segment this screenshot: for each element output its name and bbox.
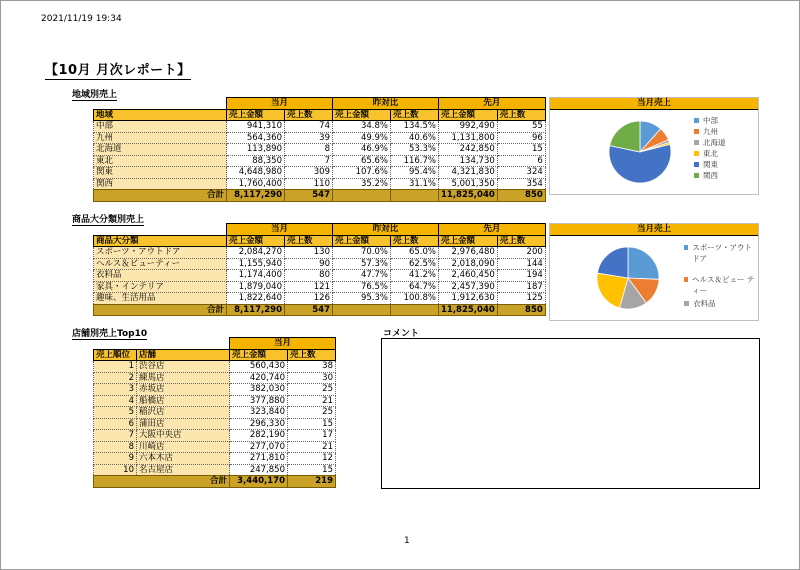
legend-swatch bbox=[694, 140, 699, 145]
table-cell: 116.7% bbox=[391, 155, 439, 167]
total-cell: 547 bbox=[285, 304, 333, 316]
blank-cell bbox=[94, 98, 227, 110]
table-row bbox=[94, 395, 336, 407]
table-cell: 21 bbox=[288, 441, 336, 453]
table-cell: 1,822,640 bbox=[227, 293, 285, 305]
total-row bbox=[94, 304, 546, 316]
table-cell: 8 bbox=[285, 144, 333, 156]
store-name: 練馬店 bbox=[137, 372, 230, 384]
table-cell: 144 bbox=[497, 258, 545, 270]
legend-item bbox=[694, 170, 726, 181]
table-cell: 38 bbox=[288, 361, 336, 373]
table-cell: 296,330 bbox=[230, 418, 288, 430]
legend-swatch bbox=[684, 301, 689, 306]
table-cell: 194 bbox=[497, 270, 545, 282]
table-cell: 95.3% bbox=[333, 293, 391, 305]
table-cell: 65.6% bbox=[333, 155, 391, 167]
table-cell: 62.5% bbox=[391, 258, 439, 270]
legend-swatch bbox=[694, 151, 699, 156]
rank-cell: 3 bbox=[94, 384, 137, 396]
table-cell: 382,030 bbox=[230, 384, 288, 396]
column-header: 売上数 bbox=[497, 235, 545, 247]
rank-cell: 7 bbox=[94, 430, 137, 442]
legend-label: 東北 bbox=[703, 149, 718, 158]
column-header: 売上数 bbox=[288, 349, 336, 361]
legend-label: 中部 bbox=[703, 116, 718, 125]
total-cell bbox=[333, 304, 391, 316]
table-row bbox=[94, 281, 546, 293]
blank-cell bbox=[94, 338, 230, 350]
legend-swatch bbox=[694, 162, 699, 167]
category-pie-chart bbox=[549, 223, 759, 321]
table-cell: 121 bbox=[285, 281, 333, 293]
table-cell: 5,001,350 bbox=[439, 178, 498, 190]
table-cell: 134,730 bbox=[439, 155, 498, 167]
table-row bbox=[94, 293, 546, 305]
total-cell: 11,825,040 bbox=[439, 190, 498, 202]
stores-sales-table bbox=[93, 337, 336, 488]
store-name: 赤坂店 bbox=[137, 384, 230, 396]
column-header-row bbox=[94, 235, 546, 247]
column-header: 売上金額 bbox=[439, 109, 498, 121]
table-cell: 271,810 bbox=[230, 453, 288, 465]
column-header: 商品大分類 bbox=[94, 235, 227, 247]
table-cell: 64.7% bbox=[391, 281, 439, 293]
table-row bbox=[94, 361, 336, 373]
table-row bbox=[94, 270, 546, 282]
store-name: 六本木店 bbox=[137, 453, 230, 465]
page-number: 1 bbox=[404, 536, 410, 546]
comment-label: コメント bbox=[383, 329, 420, 339]
table-cell: 2,460,450 bbox=[439, 270, 498, 282]
column-header-row bbox=[94, 109, 546, 121]
table-cell: 1,760,400 bbox=[227, 178, 285, 190]
row-label: 衣料品 bbox=[94, 270, 227, 282]
table-cell: 200 bbox=[497, 247, 545, 259]
table-cell: 4,648,980 bbox=[227, 167, 285, 179]
rank-cell: 8 bbox=[94, 441, 137, 453]
total-label: 合計 bbox=[94, 476, 230, 488]
rank-cell: 2 bbox=[94, 372, 137, 384]
table-cell: 15 bbox=[288, 418, 336, 430]
column-header: 売上数 bbox=[391, 235, 439, 247]
report-title: 【10月 月次レポート】 bbox=[45, 59, 191, 80]
legend-item bbox=[684, 298, 756, 309]
column-header: 地域 bbox=[94, 109, 227, 121]
column-header: 売上数 bbox=[285, 235, 333, 247]
legend-item bbox=[684, 242, 756, 264]
legend-item bbox=[694, 126, 726, 137]
legend-swatch bbox=[684, 277, 688, 282]
table-cell: 40.6% bbox=[391, 132, 439, 144]
table-cell: 2,976,480 bbox=[439, 247, 498, 259]
column-header: 売上金額 bbox=[227, 235, 285, 247]
table-row bbox=[94, 430, 336, 442]
table-row bbox=[94, 418, 336, 430]
table-cell: 88,350 bbox=[227, 155, 285, 167]
column-header: 店舗 bbox=[137, 349, 230, 361]
region-pie-chart bbox=[549, 97, 759, 195]
category-section-title: 商品大分類別売上 bbox=[72, 212, 144, 226]
table-cell: 21 bbox=[288, 395, 336, 407]
table-row bbox=[94, 453, 336, 465]
table-cell: 53.3% bbox=[391, 144, 439, 156]
table-cell: 7 bbox=[285, 155, 333, 167]
table-cell: 560,430 bbox=[230, 361, 288, 373]
legend-swatch bbox=[684, 245, 688, 250]
legend-item bbox=[694, 115, 726, 126]
table-cell: 377,880 bbox=[230, 395, 288, 407]
group-header-row bbox=[94, 224, 546, 236]
group-header: 当月 bbox=[227, 224, 333, 236]
table-cell: 17 bbox=[288, 430, 336, 442]
table-cell: 309 bbox=[285, 167, 333, 179]
table-cell: 49.9% bbox=[333, 132, 391, 144]
row-label: 九州 bbox=[94, 132, 227, 144]
legend-swatch bbox=[694, 118, 699, 123]
group-header: 当月 bbox=[227, 98, 333, 110]
table-row bbox=[94, 464, 336, 476]
table-cell: 47.7% bbox=[333, 270, 391, 282]
table-cell: 420,740 bbox=[230, 372, 288, 384]
chart-title: 当月売上 bbox=[550, 224, 758, 236]
table-row bbox=[94, 132, 546, 144]
total-cell: 850 bbox=[497, 304, 545, 316]
table-cell: 354 bbox=[497, 178, 545, 190]
row-label: 北海道 bbox=[94, 144, 227, 156]
table-cell: 100.8% bbox=[391, 293, 439, 305]
total-row bbox=[94, 476, 336, 488]
column-header: 売上数 bbox=[391, 109, 439, 121]
table-cell: 277,070 bbox=[230, 441, 288, 453]
table-cell: 134.5% bbox=[391, 121, 439, 133]
total-label: 合計 bbox=[94, 190, 227, 202]
row-label: ヘルス＆ビューティー bbox=[94, 258, 227, 270]
group-header: 当月 bbox=[230, 338, 336, 350]
legend-label: 九州 bbox=[703, 127, 718, 136]
table-row bbox=[94, 178, 546, 190]
table-cell: 96 bbox=[497, 132, 545, 144]
table-cell: 110 bbox=[285, 178, 333, 190]
table-cell: 941,310 bbox=[227, 121, 285, 133]
row-label: 家具・インテリア bbox=[94, 281, 227, 293]
store-name: 大阪中央店 bbox=[137, 430, 230, 442]
table-cell: 130 bbox=[285, 247, 333, 259]
legend-label: 関西 bbox=[703, 171, 718, 180]
table-cell: 35.2% bbox=[333, 178, 391, 190]
table-cell: 57.3% bbox=[333, 258, 391, 270]
column-header: 売上金額 bbox=[230, 349, 288, 361]
table-cell: 107.6% bbox=[333, 167, 391, 179]
table-cell: 95.4% bbox=[391, 167, 439, 179]
rank-cell: 6 bbox=[94, 418, 137, 430]
total-cell: 8,117,290 bbox=[227, 304, 285, 316]
rank-cell: 5 bbox=[94, 407, 137, 419]
table-cell: 15 bbox=[288, 464, 336, 476]
table-row bbox=[94, 372, 336, 384]
column-header: 売上金額 bbox=[439, 235, 498, 247]
legend-label: ヘルス＆ビュー ティー bbox=[692, 275, 755, 295]
column-header: 売上金額 bbox=[333, 109, 391, 121]
total-label: 合計 bbox=[94, 304, 227, 316]
pie-slice-4 bbox=[597, 247, 628, 278]
region-pie-svg bbox=[550, 110, 690, 194]
total-cell: 11,825,040 bbox=[439, 304, 498, 316]
table-cell: 564,360 bbox=[227, 132, 285, 144]
legend-label: 関東 bbox=[703, 160, 718, 169]
column-header: 売上金額 bbox=[227, 109, 285, 121]
table-cell: 187 bbox=[497, 281, 545, 293]
legend-label: スポーツ・アウトドア bbox=[692, 243, 752, 263]
column-header: 売上順位 bbox=[94, 349, 137, 361]
category-pie-svg bbox=[550, 236, 680, 320]
table-cell: 992,490 bbox=[439, 121, 498, 133]
table-cell: 15 bbox=[497, 144, 545, 156]
table-cell: 70.0% bbox=[333, 247, 391, 259]
row-label: 東北 bbox=[94, 155, 227, 167]
table-cell: 30 bbox=[288, 372, 336, 384]
table-row bbox=[94, 121, 546, 133]
group-header: 先月 bbox=[439, 98, 546, 110]
column-header: 売上数 bbox=[285, 109, 333, 121]
table-cell: 1,174,400 bbox=[227, 270, 285, 282]
table-cell: 4,321,830 bbox=[439, 167, 498, 179]
row-label: 関東 bbox=[94, 167, 227, 179]
row-label: 趣味、生活用品 bbox=[94, 293, 227, 305]
total-cell: 547 bbox=[285, 190, 333, 202]
table-row bbox=[94, 155, 546, 167]
region-pie-legend bbox=[694, 115, 726, 181]
table-cell: 247,850 bbox=[230, 464, 288, 476]
rank-cell: 9 bbox=[94, 453, 137, 465]
total-cell: 3,440,170 bbox=[230, 476, 288, 488]
stores-section-title: 店舗別売上Top10 bbox=[72, 326, 147, 340]
table-cell: 65.0% bbox=[391, 247, 439, 259]
row-label: スポーツ・アウトドア bbox=[94, 247, 227, 259]
legend-item bbox=[694, 137, 726, 148]
table-cell: 1,131,800 bbox=[439, 132, 498, 144]
table-cell: 2,018,090 bbox=[439, 258, 498, 270]
group-header-row bbox=[94, 98, 546, 110]
table-cell: 2,457,390 bbox=[439, 281, 498, 293]
table-cell: 55 bbox=[497, 121, 545, 133]
table-row bbox=[94, 258, 546, 270]
rank-cell: 4 bbox=[94, 395, 137, 407]
table-cell: 74 bbox=[285, 121, 333, 133]
comment-box[interactable] bbox=[381, 338, 760, 489]
table-cell: 90 bbox=[285, 258, 333, 270]
timestamp: 2021/11/19 19:34 bbox=[41, 14, 122, 24]
total-cell bbox=[391, 190, 439, 202]
store-name: 渋谷店 bbox=[137, 361, 230, 373]
row-label: 中部 bbox=[94, 121, 227, 133]
table-row bbox=[94, 247, 546, 259]
group-header: 昨対比 bbox=[333, 98, 439, 110]
category-pie-legend bbox=[684, 242, 756, 311]
table-cell: 242,850 bbox=[439, 144, 498, 156]
region-section-title: 地域別売上 bbox=[72, 87, 117, 101]
total-row bbox=[94, 190, 546, 202]
table-row bbox=[94, 384, 336, 396]
legend-label: 北海道 bbox=[703, 138, 726, 147]
table-cell: 39 bbox=[285, 132, 333, 144]
total-cell bbox=[391, 304, 439, 316]
table-cell: 323,840 bbox=[230, 407, 288, 419]
table-cell: 31.1% bbox=[391, 178, 439, 190]
table-cell: 324 bbox=[497, 167, 545, 179]
table-cell: 80 bbox=[285, 270, 333, 282]
store-name: 稲沢店 bbox=[137, 407, 230, 419]
table-cell: 25 bbox=[288, 407, 336, 419]
table-row bbox=[94, 167, 546, 179]
total-cell: 850 bbox=[497, 190, 545, 202]
store-name: 名古屋店 bbox=[137, 464, 230, 476]
table-row bbox=[94, 441, 336, 453]
row-label: 関西 bbox=[94, 178, 227, 190]
table-cell: 125 bbox=[497, 293, 545, 305]
store-name: 川崎店 bbox=[137, 441, 230, 453]
column-header-row bbox=[94, 349, 336, 361]
table-cell: 1,155,940 bbox=[227, 258, 285, 270]
table-cell: 76.5% bbox=[333, 281, 391, 293]
table-cell: 6 bbox=[497, 155, 545, 167]
legend-item bbox=[684, 274, 756, 296]
table-cell: 126 bbox=[285, 293, 333, 305]
table-cell: 25 bbox=[288, 384, 336, 396]
region-sales-table bbox=[93, 97, 546, 202]
table-cell: 282,190 bbox=[230, 430, 288, 442]
group-header-row bbox=[94, 338, 336, 350]
legend-item bbox=[694, 148, 726, 159]
legend-item bbox=[694, 159, 726, 170]
rank-cell: 1 bbox=[94, 361, 137, 373]
category-sales-table bbox=[93, 223, 546, 316]
table-cell: 2,084,270 bbox=[227, 247, 285, 259]
column-header: 売上金額 bbox=[333, 235, 391, 247]
group-header: 先月 bbox=[439, 224, 546, 236]
rank-cell: 10 bbox=[94, 464, 137, 476]
total-cell: 8,117,290 bbox=[227, 190, 285, 202]
table-cell: 113,890 bbox=[227, 144, 285, 156]
store-name: 蒲田店 bbox=[137, 418, 230, 430]
table-cell: 1,879,040 bbox=[227, 281, 285, 293]
total-cell bbox=[333, 190, 391, 202]
pie-slice-0 bbox=[628, 247, 659, 279]
table-cell: 34.8% bbox=[333, 121, 391, 133]
legend-swatch bbox=[694, 173, 699, 178]
legend-label: 衣料品 bbox=[693, 299, 716, 308]
chart-title: 当月売上 bbox=[550, 98, 758, 110]
table-cell: 12 bbox=[288, 453, 336, 465]
legend-swatch bbox=[694, 129, 699, 134]
column-header: 売上数 bbox=[497, 109, 545, 121]
total-cell: 219 bbox=[288, 476, 336, 488]
group-header: 昨対比 bbox=[333, 224, 439, 236]
store-name: 船橋店 bbox=[137, 395, 230, 407]
table-cell: 46.9% bbox=[333, 144, 391, 156]
table-row bbox=[94, 407, 336, 419]
table-cell: 41.2% bbox=[391, 270, 439, 282]
table-row bbox=[94, 144, 546, 156]
blank-cell bbox=[94, 224, 227, 236]
table-cell: 1,912,630 bbox=[439, 293, 498, 305]
